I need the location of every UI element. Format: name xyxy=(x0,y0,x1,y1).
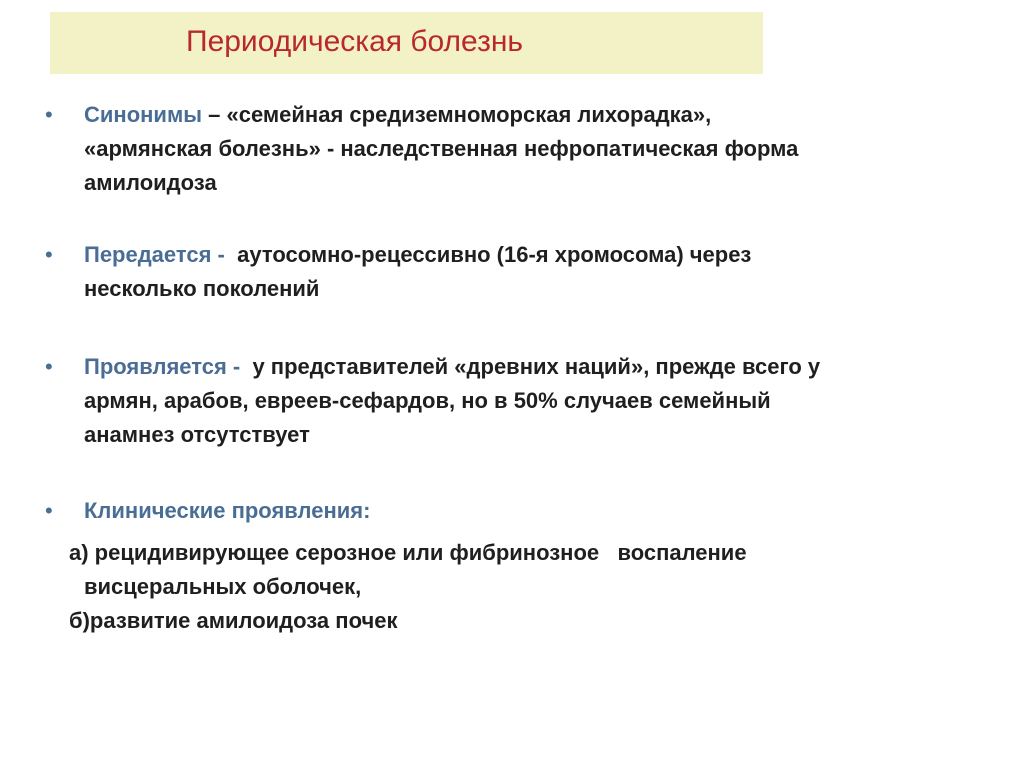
subitem-a xyxy=(69,536,949,604)
bullet-transmission-line-1 xyxy=(84,238,984,272)
bullet-synonyms-text-1: – «семейная средиземноморская лихорадка», xyxy=(202,102,712,127)
bullet-dot-icon: • xyxy=(45,354,53,379)
bullet-clinical-label: Клинические проявления: xyxy=(84,498,371,523)
bullet-transmission-text xyxy=(84,238,984,306)
bullet-manifestation-label: Проявляется - xyxy=(84,354,241,379)
bullet-transmission-text-1: аутосомно-рецессивно (16-я хромосома) через xyxy=(224,242,752,267)
bullet-transmission-label: Передается - xyxy=(84,242,225,267)
subitem-b-line-1: б)развитие амилоидоза почек xyxy=(69,608,398,633)
subitem-b xyxy=(69,604,949,638)
bullet-synonyms-line-3: амилоидоза xyxy=(84,170,217,195)
subitem-a-line-2: висцеральных оболочек, xyxy=(84,574,362,599)
subitem-a-line-1: а) рецидивирующее серозное или фибринозное воспаление xyxy=(69,540,747,565)
bullet-synonyms-label: Синонимы xyxy=(84,102,203,127)
bullet-synonyms-text xyxy=(84,98,984,200)
bullet-dot-icon: • xyxy=(45,242,53,267)
bullet-manifestation-line-2: армян, арабов, евреев-сефардов, но в 50% случаев семейный xyxy=(84,388,771,413)
bullet-synonyms-line-1 xyxy=(84,98,984,132)
bullet-manifestation-line-1 xyxy=(84,350,984,384)
bullet-manifestation-text-1: у представителей «древних наций», прежде всего у xyxy=(240,354,821,379)
bullet-manifestation-text xyxy=(84,350,984,452)
bullet-dot-icon: • xyxy=(45,102,53,127)
bullet-manifestation-line-3: анамнез отсутствует xyxy=(84,422,310,447)
bullet-clinical-text xyxy=(84,494,984,528)
slide-title: Периодическая болезнь xyxy=(186,25,524,58)
bullet-dot-icon: • xyxy=(45,498,53,523)
bullet-synonyms-line-2: «армянская болезнь» - наследственная нефропатическая форма xyxy=(84,136,799,161)
bullet-transmission-line-2: несколько поколений xyxy=(84,276,320,301)
